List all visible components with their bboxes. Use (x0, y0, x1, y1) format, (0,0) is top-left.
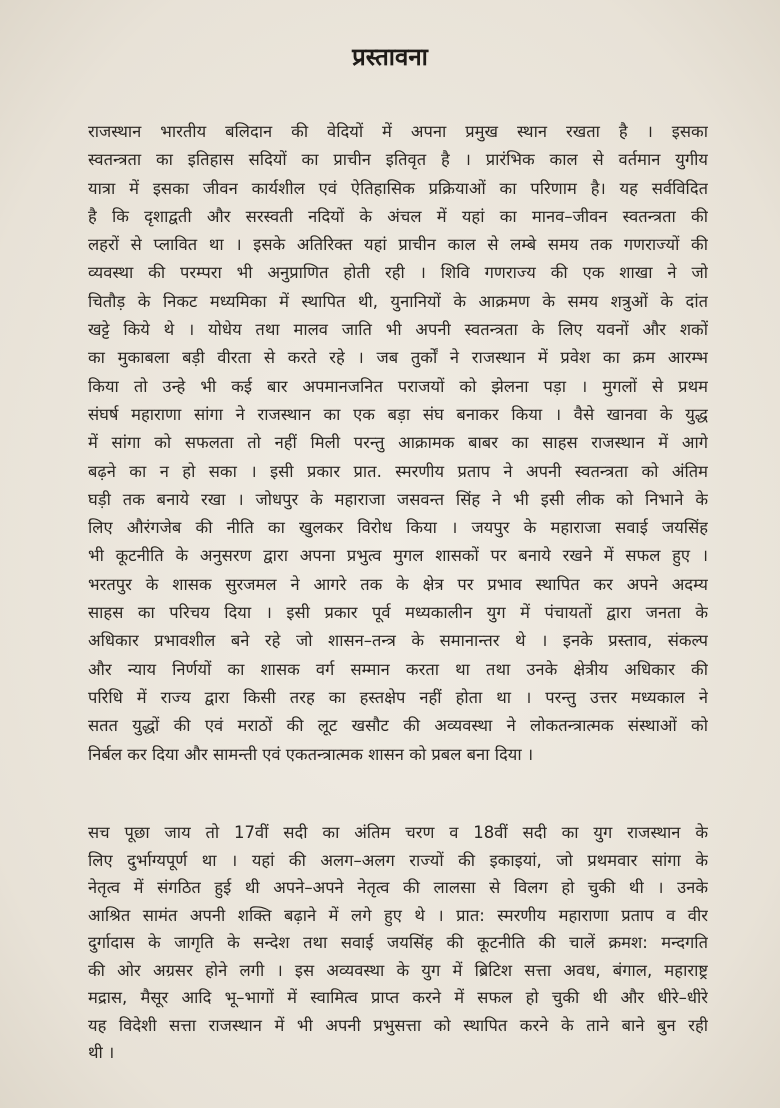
text-line: परिधि में राज्य द्वारा किसी तरह का हस्तक्षेप नहीं होता था । परन्तु उत्तर मध्यकाल ने (88, 687, 708, 707)
text-line: सच पूछा जाय तो 17वीं सदी का अंतिम चरण व 18वीं सदी का युग राजस्थान के (88, 823, 708, 842)
paragraph-1 (88, 118, 708, 769)
paragraph-2 (88, 819, 708, 1067)
text-line: साहस का परिचय दिया । इसी प्रकार पूर्व मध्यकालीन युग में पंचायतों द्वारा जनता के (88, 603, 708, 623)
page-title: प्रस्तावना (352, 43, 428, 71)
text-line: सतत युद्धों की एवं मराठों की लूट खसौट की अव्यवस्था ने लोकतन्त्रात्मक संस्थाओं को (88, 716, 708, 736)
text-line: दुर्गादास के जागृति के सन्देश तथा सवाई जयसिंह की कूटनीति की चालें क्रमश: मन्दगति (88, 933, 708, 952)
text-line: यह विदेशी सत्ता राजस्थान में भी अपनी प्रभुसत्ता को स्थापित करने के ताने बाने बुन रही (88, 1015, 708, 1035)
text-line: और न्याय निर्णयों का शासक वर्ग सम्मान करता था तथा उनके क्षेत्रीय अधिकार की (88, 659, 708, 679)
text-line: लिए दुर्भाग्यपूर्ण था । यहां की अलग–अलग राज्यों की इकाइयां, जो प्रथमवार सांगा के (88, 850, 708, 870)
text-line: लहरों से प्लावित था । इसके अतिरिक्त यहां प्राचीन काल से लम्बे समय तक गणराज्यों की (88, 235, 708, 255)
text-line: बढ़ने का न हो सका । इसी प्रकार प्रात. स्मरणीय प्रताप ने अपनी स्वतन्त्रता को अंतिम (88, 461, 708, 481)
text-line: लिए औरंगजेब की नीति का खुलकर विरोध किया । जयपुर के महाराजा सवाई जयसिंह (88, 518, 708, 538)
text-line: यात्रा में इसका जीवन कार्यशील एवं ऐतिहासिक प्रक्रियाओं का परिणाम है। यह सर्वविदित (88, 178, 708, 198)
text-line: में सांगा को सफलता तो नहीं मिली परन्तु आक्रामक बाबर का साहस राजस्थान में आगे (88, 433, 708, 453)
text-line: मद्रास, मैसूर आदि भू–भागों में स्वामित्व प्राप्त करने में सफल हो चुकी थी और धीरे–धीरे (88, 988, 708, 1007)
text-line: आश्रित सामंत अपनी शक्ति बढ़ाने में लगे हुए थे । प्रात: स्मरणीय महाराणा प्रताप व वीर (88, 905, 708, 925)
text-line: निर्बल कर दिया और सामन्ती एवं एकतन्त्रात्मक शासन को प्रबल बना दिया । (88, 744, 534, 764)
text-line: घड़ी तक बनाये रखा । जोधपुर के महाराजा जसवन्त सिंह ने भी इसी लीक को निभाने के (88, 489, 708, 509)
text-line: नेतृत्व में संगठित हुई थी अपने–अपने नेतृत्व की लालसा से विलग हो चुकी थी । उनके (88, 878, 708, 897)
text-line: व्यवस्था की परम्परा भी अनुप्राणित होती रही । शिवि गणराज्य की एक शाखा ने जो (88, 263, 708, 283)
text-line: स्वतन्त्रता का इतिहास सदियों का प्राचीन इतिवृत है । प्रारंभिक काल से वर्तमान युगीय (88, 150, 708, 170)
text-line: संघर्ष महाराणा सांगा ने राजस्थान का एक बड़ा संघ बनाकर किया । वैसे खानवा के युद्ध (88, 404, 708, 424)
text-line: का मुकाबला बड़ी वीरता से करते रहे । जब तुर्कों ने राजस्थान में प्रवेश का क्रम आरम्भ (88, 348, 708, 368)
text-line: किया तो उन्हे भी कई बार अपमानजनित पराजयों को झेलना पड़ा । मुगलों से प्रथम (88, 376, 708, 396)
text-line: थी । (88, 1043, 115, 1062)
text-line: खट्टे किये थे । योधेय तथा मालव जाति भी अपनी स्वतन्त्रता के लिए यवनों और शकों (88, 320, 708, 340)
text-line: राजस्थान भारतीय बलिदान की वेदियों में अपना प्रमुख स्थान रखता है । इसका (88, 122, 708, 141)
text-line: की ओर अग्रसर होने लगी । इस अव्यवस्था के युग में ब्रिटिश सत्ता अवध, बंगाल, महाराष्ट्र (88, 960, 708, 980)
text-line: है कि दृशाद्वती और सरस्वती नदियों के अंचल में यहां का मानव–जीवन स्वतन्त्रता की (88, 206, 708, 226)
text-line: अधिकार प्रभावशील बने रहे जो शासन–तन्त्र के समानान्तर थे । इनके प्रस्ताव, संकल्प (88, 631, 708, 651)
text-line: भी कूटनीति के अनुसरण द्वारा अपना प्रभुत्व मुगल शासकों पर बनाये रखने में सफल हुए । (88, 546, 708, 566)
text-line: भरतपुर के शासक सुरजमल ने आगरे तक के क्षेत्र पर प्रभाव स्थापित कर अपने अदम्य (88, 574, 708, 594)
text-line: चितौड़ के निकट मध्यमिका में स्थापित थी, युनानियों के आक्रमण के समय शत्रुओं के दांत (88, 291, 708, 311)
